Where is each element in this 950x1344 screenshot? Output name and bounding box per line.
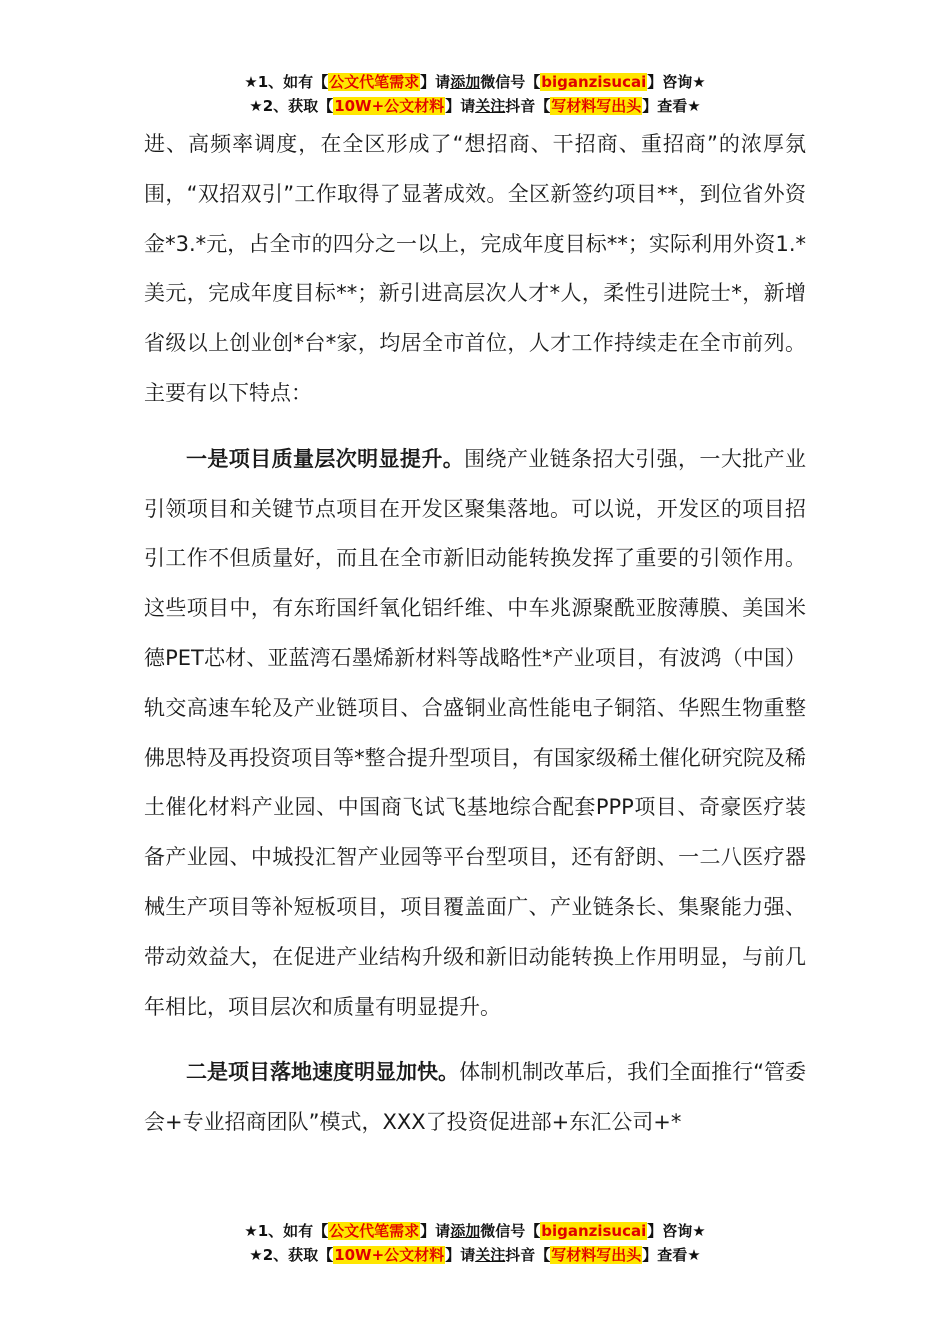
paragraph-3-text: 体制机制改革后，我们全面推行“管委会+专业招商团队”模式，XXX了投资促进部+东汇公司+* — [144, 1060, 807, 1135]
banner-text: ★1、如有【 — [244, 1222, 329, 1240]
underlined-text: 添加 — [450, 1222, 481, 1240]
highlight-text: 10W+公文材料 — [334, 1246, 445, 1264]
paragraph-2 — [144, 435, 806, 1033]
underlined-text: 关注 — [475, 97, 506, 115]
banner-text: 】咨询★ — [647, 1222, 706, 1240]
banner-text: ★2、获取【 — [249, 1246, 334, 1264]
banner-text: 微信号【 — [480, 73, 541, 91]
banner-text: 】请 — [420, 73, 451, 91]
banner-text: 微信号【 — [480, 1222, 541, 1240]
highlight-text: 写材料写出头 — [551, 1246, 642, 1264]
highlight-text: biganzisucai — [541, 73, 647, 91]
highlight-text: biganzisucai — [541, 1222, 647, 1240]
paragraph-2-heading: 一是项目质量层次明显提升。 — [186, 446, 465, 471]
paragraph-1: 进、高频率调度，在全区形成了“想招商、干招商、重招商”的浓厚氛围，“双招双引”工作取得了显著成效。全区新签约项目**，到位省外资金*3.*元，占全市的四分之一以上，完成年度目标**；实际利用外资1.*美元，完成年度目标**；新引进高层次人才*人，柔性引进院士*，新增省级以上创业创*台*家，均居全市首位，人才工作持续走在全市前列。主要有以下特点： — [144, 132, 806, 405]
banner-line-2 — [0, 1243, 950, 1267]
banner-text: 】咨询★ — [647, 73, 706, 91]
underlined-text: 添加 — [450, 73, 481, 91]
banner-text: 抖音【 — [505, 1246, 551, 1264]
banner-text: 抖音【 — [505, 97, 551, 115]
paragraph-2-text: 围绕产业链条招大引强，一大批产业引领项目和关键节点项目在开发区聚集落地。可以说，开发区的项目招引工作不但质量好，而且在全市新旧动能转换发挥了重要的引领作用。这些项目中，有东珩国纤氧化铝纤维、中车兆源聚酰亚胺薄膜、美国米德PET芯材、亚蓝湾石墨烯新材料等战略性*产业项目，有波鸿（中国）轨交高速车轮及产业链项目、合盛铜业高性能电子铜箔、华熙生物重整佛思特及再投资项目等*整合提升型项目，有国家级稀土催化研究院及稀土催化材料产业园、中国商飞试飞基地综合配套PPP项目、奇豪医疗装备产业园、中城投汇智产业园等平台型项目，还有舒朗、一二八医疗器械生产项目等补短板项目，项目覆盖面广、产业链条长、集聚能力强、带动效益大，在促进产业结构升级和新旧动能转换上作用明显，与前几年相比，项目层次和质量有明显提升。 — [144, 446, 807, 1019]
banner-text: 】请 — [420, 1222, 451, 1240]
banner-line-1 — [0, 1219, 950, 1243]
document-body — [144, 120, 806, 1148]
highlight-text: 公文代笔需求 — [329, 73, 420, 91]
banner-text: 】查看★ — [642, 97, 701, 115]
banner-text: ★1、如有【 — [244, 73, 329, 91]
highlight-text: 10W+公文材料 — [334, 97, 445, 115]
banner-line-1 — [0, 70, 950, 94]
footer-banner — [0, 1219, 950, 1267]
banner-line-2 — [0, 94, 950, 118]
paragraph-3 — [144, 1048, 806, 1148]
underlined-text: 关注 — [475, 1246, 506, 1264]
highlight-text: 写材料写出头 — [551, 97, 642, 115]
banner-text: 】请 — [445, 1246, 476, 1264]
header-banner — [0, 70, 950, 118]
paragraph-3-heading: 二是项目落地速度明显加快。 — [186, 1060, 460, 1085]
banner-text: 】查看★ — [642, 1246, 701, 1264]
highlight-text: 公文代笔需求 — [329, 1222, 420, 1240]
banner-text: ★2、获取【 — [249, 97, 334, 115]
banner-text: 】请 — [445, 97, 476, 115]
